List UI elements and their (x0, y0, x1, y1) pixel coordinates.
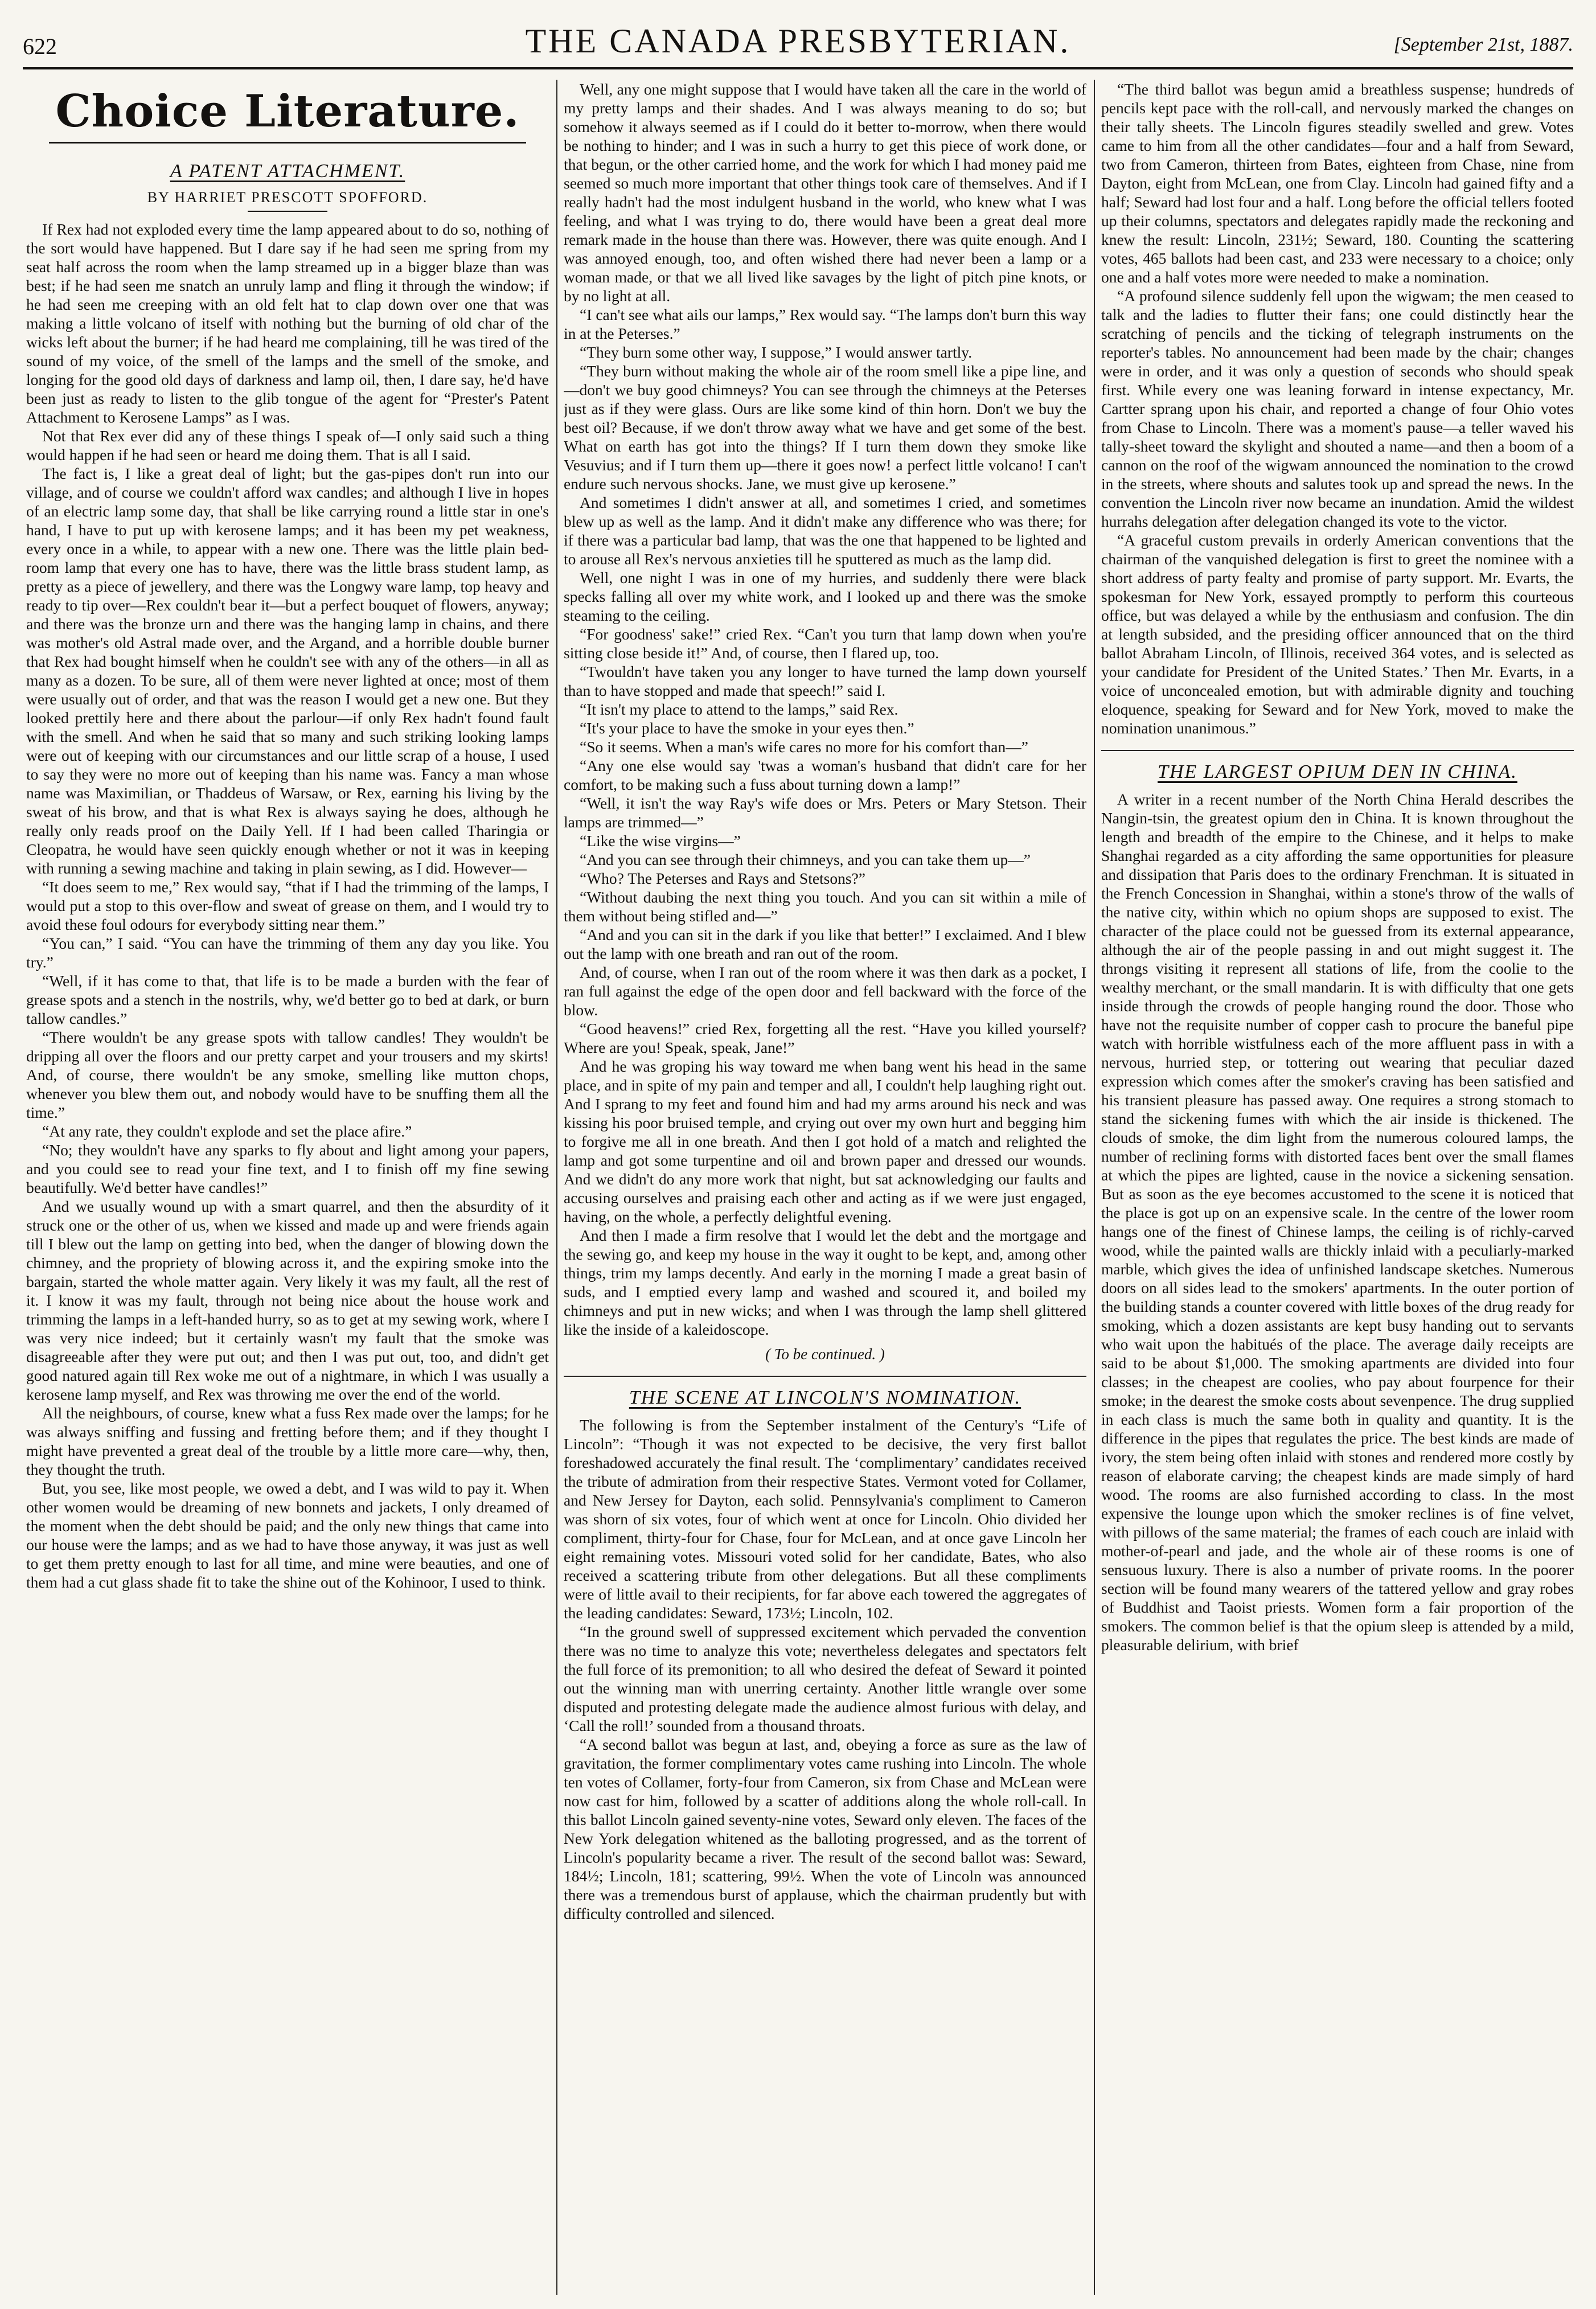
article-paragraph: “The third ballot was begun amid a breathless suspense; hundreds of pencils kept pace with the roll-call, and nervously marked the changes on their tally sheets. The Lincoln figures steadily swelled and grew. Votes came to him from all the other candidates—four and a half from Seward, two from Cameron, thirteen from Bates, eighteen from Chase, nine from Dayton, eight from McLean, one from Clay. Lincoln had gained fifty and a half; Seward had lost four and a half. Long before the official tellers footed up their columns, spectators and delegates rapidly made the reckoning and knew the result: Lincoln, 231½; Seward, 180. Counting the scattering votes, 465 ballots had been cast, and 233 were necessary to a choice; only one and a half votes more were needed to make a nomination. (1101, 80, 1574, 286)
article-paragraph: And, of course, when I ran out of the room where it was then dark as a pocket, I ran full against the edge of the open door and fell backward with the force of the blow. (564, 963, 1086, 1019)
article-paragraph: “Like the wise virgins—” (580, 832, 741, 850)
article-paragraph: Well, one night I was in one of my hurries, and suddenly there were black specks falling all over my white work, and I looked up and there was the smoke steaming to the ceiling. (564, 569, 1086, 624)
masthead: THE CANADA PRESBYTERIAN. (525, 22, 1071, 60)
article-paragraph: “Without daubing the next thing you touch. And you can sit within a mile of them without being stifled and—” (564, 888, 1086, 925)
article-paragraph: “A profound silence suddenly fell upon the wigwam; the men ceased to talk and the ladies to flutter their fans; one could distinctly hear the scratching of pencils and the ticking of telegraph instruments on the reporter's tables. No announcement had been made by the chair; changes were in order, and it was only a question of seconds who should speak first. While every one was leaning forward in intense expectancy, Mr. Cartter sprang upon his chair, and reported a change of four Ohio votes from Chase to Lincoln. There was a moment's pause—a teller waved his tally-sheet toward the skylight and shouted a name—and then a boom of a cannon on the roof of the wigwam announced the nomination to the crowd in the streets, where shouts and salutes took up and spread the news. In the convention the Lincoln river now became an inundation. Amid the wildest hurrahs delegation after delegation changed its vote to the victor. (1101, 287, 1574, 530)
article-paragraph: “Who? The Peterses and Rays and Stetsons?” (580, 870, 865, 887)
article-divider (564, 1376, 1086, 1377)
issue-date: [September 21st, 1887. (1393, 34, 1573, 55)
column-2 (564, 80, 1086, 2295)
article-paragraph: “For goodness' sake!” cried Rex. “Can't you turn that lamp down when you're sitting close beside it!” And, of course, then I flared up, too. (564, 625, 1086, 662)
page-header (23, 22, 1573, 61)
page-number: 622 (23, 34, 57, 59)
section-rule (49, 142, 526, 143)
article-paragraph: “No; they wouldn't have any sparks to fly about and light among your papers, and you could see to read your fine text, and I to finish off my fine sewing beautifully. We'd better have candles!” (26, 1141, 549, 1196)
article-byline: BY HARRIET PRESCOTT SPOFFORD. (147, 189, 428, 206)
continued-note: ( To be continued. ) (765, 1346, 885, 1363)
article-title-patent: A PATENT ATTACHMENT. (170, 161, 405, 182)
header-rule (23, 67, 1573, 69)
article-paragraph: All the neighbours, of course, knew what a fuss Rex made over the lamps; for he was always sniffing and fussing and fretting before them; and if they thought I might have prevented a great deal of the trouble by a little more care—why, then, they thought the truth. (26, 1404, 549, 1478)
article-paragraph: “At any rate, they couldn't explode and set the place afire.” (42, 1122, 412, 1140)
article-paragraph: “I can't see what ails our lamps,” Rex would say. “The lamps don't burn this way in at the Peterses.” (564, 306, 1086, 342)
article-paragraph: “A second ballot was begun at last, and, obeying a force as sure as the law of gravitation, the former complimentary votes came rushing into Lincoln. The whole ten votes of Collamer, forty-four from Cameron, six from Chase and McLean were now cast for him, followed by a scatter of additions along the whole roll-call. In this ballot Lincoln gained seventy-nine votes, Seward only eleven. The faces of the New York delegation whitened as the balloting progressed, and as the torrent of Lincoln's popularity became a river. The result of the second ballot was: Seward, 184½; Lincoln, 181; scattering, 99½. When the vote of Lincoln was announced there was a tremendous burst of applause, which the chairman prudently but with difficulty controlled and silenced. (564, 1736, 1086, 1922)
article-paragraph: The fact is, I like a great deal of light; but the gas-pipes don't run into our village, and of course we couldn't afford wax candles; and although I live in hopes of an electric lamp some day, that shall be like carrying round a little star in one's hand, I have to put up with kerosene lamps; and it has been my pet weakness, every once in a while, to appear with a new one. There was the little plain bed-room lamp that every one has to have, there was the little brass student lamp, as pretty as a piece of jewellery, and there was the Longwy ware lamp, top heavy and ready to tip over—Rex couldn't bear it—but a perfect bouquet of flowers, anyway; and there was the bronze urn and there was the hanging lamp in chains, and there was mother's old Astral made over, and the Argand, and a horrible double burner that Rex had bought himself when he couldn't see with any of the others—in all as many as a dozen. To be sure, all of them were never lighted at once; most of them were usually out of order, and that was the reason I would get a new one. But they looked prettily here and there about the parlour—if only Rex hadn't found fault with the smell. And when he said that so many and such striking looking lamps were out of keeping with our circumstances and our little scrap of a house, I used to say they were no more out of keeping than his name was. Fancy a man whose name was Maximilian, or Thaddeus of Warsaw, or Rex, earning his living by the sweat of his brow, and that is what Rex is always saying he does, although he really only reads proof on the Daily Yell. If I had been called Tharingia or Cleopatra, he would have seen quickly enough whether or not it was in keeping with running a sewing machine and taking in plain sewing, as I did. However— (26, 465, 549, 877)
article-paragraph: “They burn without making the whole air of the room smell like a pipe line, and—don't we buy good chimneys? You can see through the chimneys at the Peterses just as if they were glass. Ours are like some kind of thin horn. Don't we buy the best oil? Because, if we don't throw away what we have and get some of the best. What on earth has got into the things? If I turn them down they smoke like Vesuvius; and if I turn them up—there it goes now! a perfect little volcano! I can't endure such nervous shocks. Jane, we must give up kerosene.” (564, 362, 1086, 493)
article-title-lincoln: THE SCENE AT LINCOLN'S NOMINATION. (629, 1387, 1021, 1408)
article-paragraph: But, you see, like most people, we owed a debt, and I was wild to pay it. When other women would be dreaming of new bonnets and jackets, I only dreamed of the moment when the debt should be paid; and the only new things that came into our house were the lamps; and as we had to have those anyway, it was just as well to get them pretty enough to last for all time, and mine were beauties, and one of them had a cut glass shade fit to take the shine out of the Kohinoor, I used to think. (26, 1479, 549, 1591)
section-title: Choice Literature. (55, 85, 520, 137)
article-paragraph: “Well, it isn't the way Ray's wife does or Mrs. Peters or Mary Stetson. Their lamps are trimmed—” (564, 794, 1086, 831)
column-1 (26, 80, 549, 2295)
article-paragraph: “Twouldn't have taken you any longer to have turned the lamp down yourself than to have stopped and made that speech!” said I. (564, 663, 1086, 699)
article-paragraph: “It isn't my place to attend to the lamps,” said Rex. (580, 700, 898, 718)
article-paragraph: And he was groping his way toward me when bang went his head in the same place, and in spite of my pain and temper and all, I couldn't help laughing right out. And I sprang to my feet and found him and had my arms around his neck and was kissing his poor bruised temple, and crying out over my own hurt and begging him to forgive me all in one breath. And then I got hold of a match and relighted the lamp and got some turpentine and oil and brown paper and dressed our wounds. And we didn't do any more work that night, but sat acknowledging our faults and accusing ourselves and praising each other and acting as if we were just engaged, having, on the whole, a perfectly delightful evening. (564, 1057, 1086, 1225)
article-paragraph: “A graceful custom prevails in orderly American conventions that the chairman of the vanquished delegation is first to greet the nominee with a short address of party fealty and promise of party support. Mr. Evarts, the spokesman for New York, essayed promptly to perform this courteous office, but was delayed a while by the enthusiasm and confusion. The din at length subsided, and the presiding officer announced that on the third ballot Abraham Lincoln, of Illinois, received 364 votes, and is selected as your candidate for President of the United States.’ Then Mr. Evarts, in a voice of unconcealed emotion, but with admirable dignity and touching eloquence, speaking for Seward and for New York, moved to make the nomination unanimous.” (1101, 531, 1574, 737)
article-paragraph: And sometimes I didn't answer at all, and sometimes I cried, and sometimes blew up as well as the lamp. And it didn't make any difference who was there; for if there was a particular bad lamp, that was the one that happened to be lighted and to arouse all Rex's nervous anxieties till he sputtered as much as the lamp did. (564, 494, 1086, 568)
article-paragraph: And then I made a firm resolve that I would let the debt and the mortgage and the sewing go, and keep my house in the way it ought to be kept, and, among other things, trim my lamps decently. And early in the morning I made a great basin of suds, and I emptied every lamp and washed and scoured it, and boiled my chimneys and put in new wicks; and when I was through the lamp shell glittered like the inside of a kaleidoscope. (564, 1227, 1086, 1338)
article-paragraph: “There wouldn't be any grease spots with tallow candles! They wouldn't be dripping all over the floors and our pretty carpet and your trousers and my skirts! And, of course, there wouldn't be any smoke, smelling like mutton chops, whenever you blew them out, and nobody would have to be snuffing them all the time.” (26, 1028, 549, 1121)
column-rule (556, 80, 557, 2295)
article-paragraph: “And you can see through their chimneys, and you can take them up—” (580, 851, 1031, 868)
article-paragraph: “Good heavens!” cried Rex, forgetting all the rest. “Have you killed yourself? Where are you! Speak, speak, Jane!” (564, 1020, 1086, 1056)
article-paragraph: “Any one else would say 'twas a woman's husband that didn't care for her comfort, to be making such a fuss about turning down a lamp!” (564, 757, 1086, 793)
article-paragraph: “It's your place to have the smoke in your eyes then.” (580, 719, 914, 737)
column-rule (1094, 80, 1095, 2295)
article-paragraph: If Rex had not exploded every time the lamp appeared about to do so, nothing of the sort would have happened. But I dare say if he had seen me spring from my seat half across the room when the lamp streamed up in a bigger blaze than was best; if he had seen me snatch an unruly lamp and fling it through the window; if he had seen me creeping with an old felt hat to clap down over one that was making a little volcano of itself with nothing but the burning of old char of the wicks left about the burner; if he had heard me complaining, till he was tired of the sound of my voice, of the smell of the lamps and the smell of the smoke, and longing for the good old days of darkness and lamp oil, then, I dare say, he'd have been just as ready to listen to the glib tongue of the agent for “Prester's Patent Attachment to Kerosene Lamps” as I was. (26, 220, 549, 426)
byline-rule (248, 211, 327, 212)
article-paragraph: The following is from the September instalment of the Century's “Life of Lincoln”: “Though it was not expected to be decisive, the very first ballot foreshadowed accurately the final result. The ‘complimentary’ candidates received the tribute of admiration from their respective States. Vermont voted for Collamer, and New Jersey for Dayton, each solid. Pennsylvania's compliment to Cameron was shorn of six votes, four of which went at once for Lincoln. Ohio divided her compliment, thirty-four for Chase, four for McLean, and at once gave Lincoln her eight remaining votes. Missouri voted solid for her candidate, Bates, who also received a scattering tribute from other delegations. But all these compliments were of little avail to their recipients, for far above each towered the aggregates of the leading candidates: Seward, 173½; Lincoln, 102. (564, 1416, 1086, 1622)
article-paragraph: “So it seems. When a man's wife cares no more for his comfort than—” (580, 738, 1028, 756)
article-paragraph: “And and you can sit in the dark if you like that better!” I exclaimed. And I blew out the lamp with one breath and ran out of the room. (564, 926, 1086, 962)
article-paragraph: “It does seem to me,” Rex would say, “that if I had the trimming of the lamps, I would put a stop to this over-flow and sweat of grease on them, and I would try to avoid these foul odours for everybody sitting near them.” (26, 878, 549, 933)
article-paragraph: And we usually wound up with a smart quarrel, and then the absurdity of it struck one or the other of us, when we kissed and made up and were friends again till I blew out the lamp on getting into bed, when the danger of blowing down the chimney, and the propriety of blowing across it, and the expiring smoke into the bargain, started the whole matter again. Very likely it was my fault, all the rest of it. I know it was my fault, through not being nice about the house work and trimming the lamps in a left-handed hurry, so as to get at my sewing work, where I was very nice indeed; but it certainly wasn't my fault that the smoke was disagreeable after they were put out; and then I was put out, too, and didn't get good natured again till Rex woke me out of a nightmare, in which I was usually a kerosene lamp myself, and Rex was throwing me over the end of the world. (26, 1197, 549, 1403)
article-paragraph: Not that Rex ever did any of these things I speak of—I only said such a thing would happen if he had seen or heard me doing them. That is all I said. (26, 427, 549, 464)
article-divider (1101, 750, 1574, 751)
column-3 (1101, 80, 1574, 2295)
article-paragraph: Well, any one might suppose that I would have taken all the care in the world of my pretty lamps and their shades. And I was always meaning to do so; but somehow it always seemed as if I could do it better to-morrow, when there would be nothing to hinder; and I was in such a hurry to get this piece of work done, or that begun, or the other carried home, and the work for which I had money paid me seemed so much more important that other things took care of themselves. And if I really hadn't had the most indulgent husband in the world, who knew what I was feeling, and what I was trying to do, there would have been a great deal more remark made in the house than there was. However, there was quite enough. And I was annoyed enough, too, and often wished there had never been a lamp or a woman made, or that we all lived like savages by the light of pitch pine knots, or by no light at all. (564, 80, 1086, 305)
article-paragraph: “They burn some other way, I suppose,” I would answer tartly. (580, 343, 973, 361)
article-paragraph: “Well, if it has come to that, that life is to be made a burden with the fear of grease spots and a stench in the nostrils, why, we'd better go to bed at dark, or burn tallow candles.” (26, 972, 549, 1027)
article-paragraph: “In the ground swell of suppressed excitement which pervaded the convention there was no time to analyze this vote; nevertheless delegates and spectators felt the full force of its premonition; to all who desired the defeat of Seward it pointed out the winning man with unerring certainty. Another little wrangle over some disputed and protesting delegate made the audience almost furious with delay, and ‘Call the roll!’ sounded from a thousand throats. (564, 1623, 1086, 1734)
article-title-opium: THE LARGEST OPIUM DEN IN CHINA. (1158, 761, 1517, 782)
article-paragraph: A writer in a recent number of the North China Herald describes the Nangin-tsin, the greatest opium den in China. It is known throughout the length and breadth of the empire to the Chinese, and it helps to make Shanghai regarded as a city affording the same opportunities for pleasure and dissipation that Paris does to the ordinary Frenchman. It is situated in the French Concession in Shanghai, within a stone's throw of the walls of the native city, within which no opium shops are supposed to exist. The character of the place could not be guessed from its external appearance, although the air of the people passing in and out might suggest it. The throngs visiting it represent all stations of life, from the coolie to the wealthy merchant, or the small mandarin. It is with difficulty that one gets inside through the crowds of people hanging round the door. Those who have not the requisite number of copper cash to procure the baneful pipe watch with horrible wistfulness each of the more affluent pass in with a nervous, hurried step, or tottering out wearing that peculiar dazed expression which comes after the smoker's craving has been satisfied and his transient pleasure has passed away. One requires a strong stomach to stand the sickening fumes with which the air inside is thickened. The clouds of smoke, the dim light from the numerous coloured lamps, the number of reclining forms with distorted faces bent over the small flames at which the pipes are lighted, cause in the novice a sickening sensation. But as soon as the eye becomes accustomed to the scene it is noticed that the place is got up on an expensive scale. In the centre of the lower room hangs one of the finest of Chinese lamps, the ceiling is of richly-carved wood, while the painted walls are thickly inlaid with a peculiarly-marked marble, which gives the idea of unfinished landscape sketches. Numerous doors on all sides lead to the smokers' apartments. In the outer portion of the building stands a counter covered with little boxes of the drug ready for smoking, which a dozen assistants are kept busy handing out to servants who wait upon the habitués of the place. The average daily receipts are said to be about $1,000. The smoking apartments are divided into four classes; in the cheapest are coolies, who pay about fourpence for their smoke; in the dearest the smoke costs about sevenpence. The drug supplied in each class is much the same both in quality and quantity. It is the difference in the pipes that regulates the price. The best kinds are made of ivory, the stem being often inlaid with stones and rendered more costly by reason of elaborate carving; the cheapest kinds are made simply of hard wood. The rooms are also furnished according to class. In the most expensive the lounge upon which the smoker reclines is of fine velvet, with pillows of the same material; the frames of each couch are inlaid with mother-of-pearl and jade, and the whole air of these rooms is one of sensuous luxury. There is also a number of private rooms. In the poorer section will be found many wearers of the tattered yellow and gray robes of Buddhist and Taoist priests. Women form a fair proportion of the smokers. The common belief is that the opium sleep is attended by a mild, pleasurable delirium, with brief (1101, 790, 1574, 1654)
article-paragraph: “You can,” I said. “You can have the trimming of them any day you like. You try.” (26, 934, 549, 971)
